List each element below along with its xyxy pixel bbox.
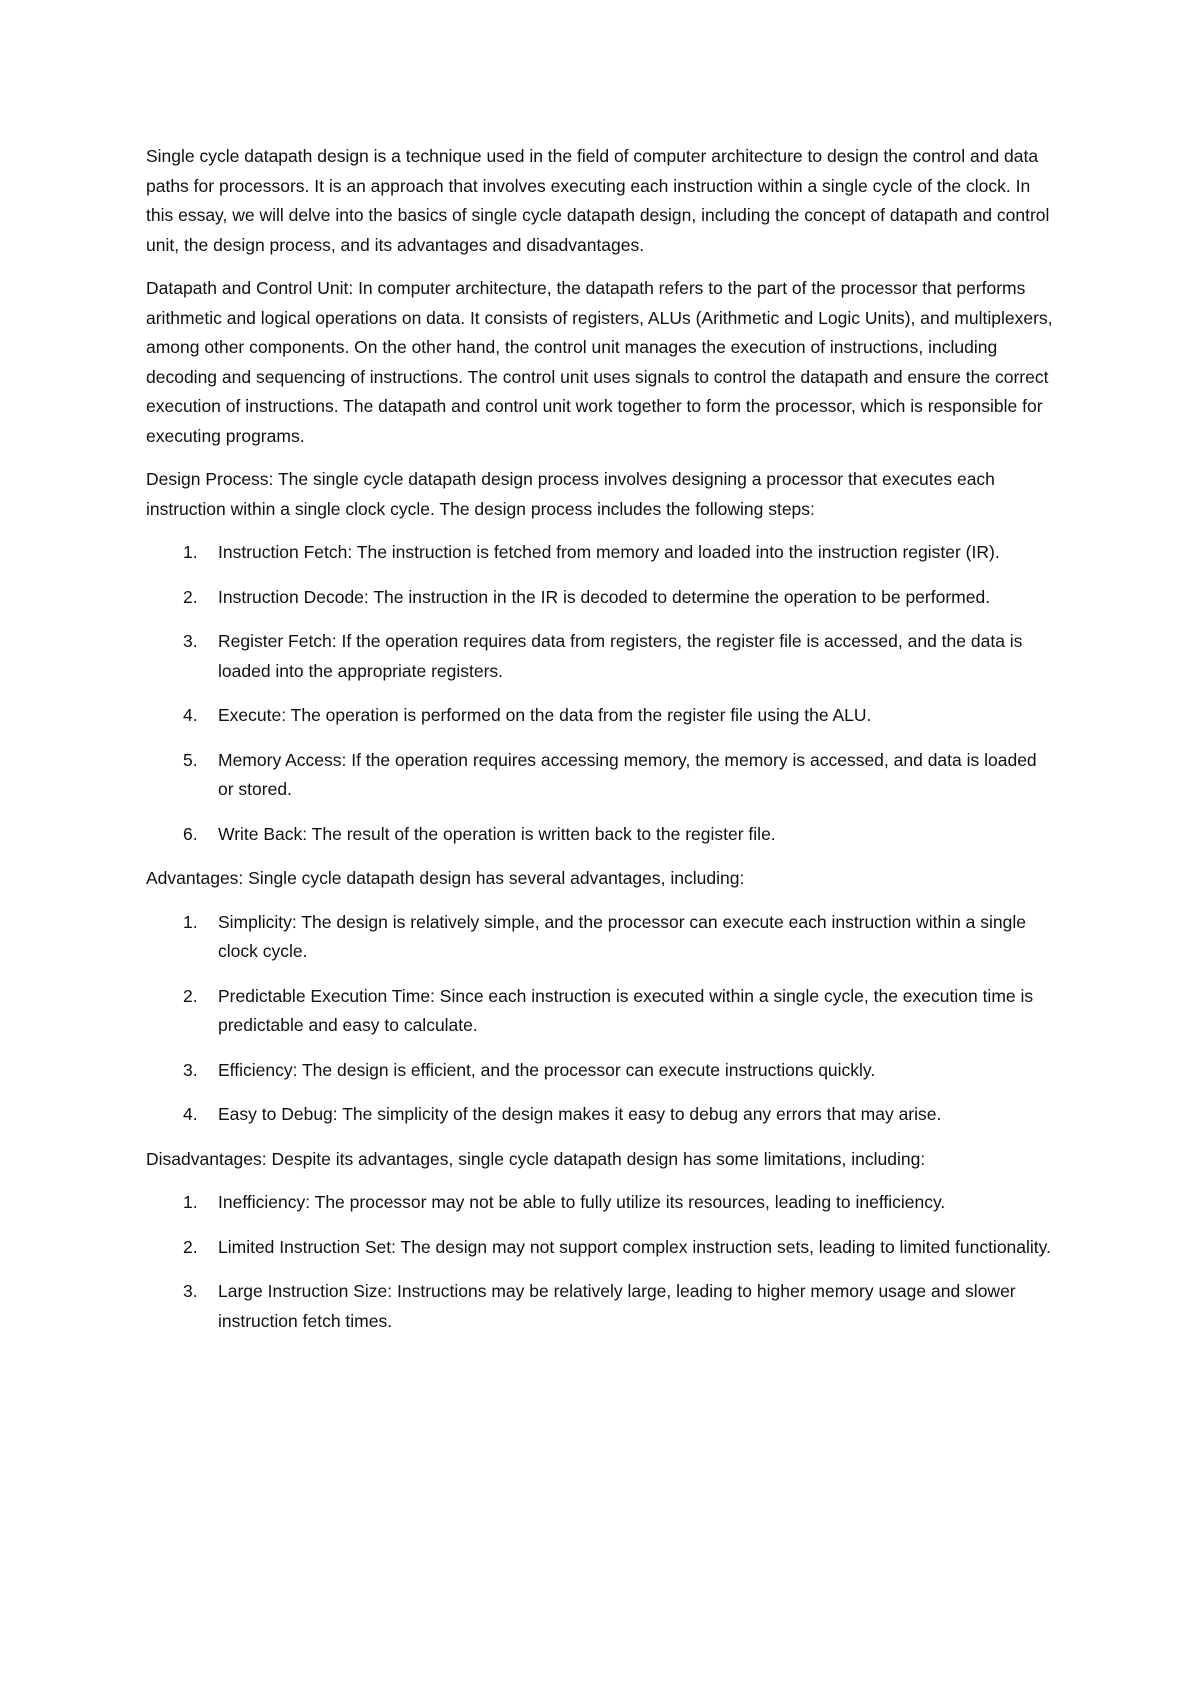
list-item	[146, 746, 1056, 805]
list-item	[146, 1056, 1056, 1086]
datapath-control-paragraph: Datapath and Control Unit: In computer architecture, the datapath refers to the part of the processor that performs arithmetic and logical operations on data. It consists of registers, ALUs (Arithmetic and Logic Units), and multiplexers, among other components. On the other hand, the control unit manages the execution of instructions, including decoding and sequencing of instructions. The control unit uses signals to control the datapath and ensure the correct execution of instructions. The datapath and control unit work together to form the processor, which is responsible for executing programs.	[146, 278, 1053, 446]
list-text: Write Back: The result of the operation is written back to the register file.	[218, 823, 776, 844]
intro-paragraph: Single cycle datapath design is a technique used in the field of computer architecture to design the control and data paths for processors. It is an approach that involves executing each instruction within a single cycle of the clock. In this essay, we will delve into the basics of single cycle datapath design, including the concept of datapath and control unit, the design process, and its advantages and disadvantages.	[146, 146, 1050, 255]
list-item	[146, 701, 1056, 731]
list-number: 5.	[183, 749, 198, 770]
design-process-intro: Design Process: The single cycle datapath design process involves designing a processor that executes each instruction within a single clock cycle. The design process includes the following steps:	[146, 469, 995, 519]
list-number: 1.	[183, 542, 198, 562]
list-text: Easy to Debug: The simplicity of the design makes it easy to debug any errors that may arise.	[218, 1104, 942, 1124]
list-text: Efficiency: The design is efficient, and the processor can execute instructions quickly.	[218, 1059, 876, 1080]
list-number: 3.	[183, 631, 198, 651]
list-text: Instruction Decode: The instruction in the IR is decoded to determine the operation to be performed.	[218, 586, 991, 607]
list-number: 2.	[183, 586, 198, 607]
list-number: 2.	[183, 1236, 198, 1257]
list-item	[146, 908, 1056, 967]
list-number: 2.	[183, 985, 198, 1006]
list-number: 3.	[183, 1059, 198, 1080]
disadvantages-intro: Disadvantages: Despite its advantages, single cycle datapath design has some limitations, including:	[146, 1148, 926, 1169]
list-text: Execute: The operation is performed on the data from the register file using the ALU.	[218, 705, 872, 725]
list-item	[146, 1233, 1056, 1263]
list-item	[146, 583, 1056, 613]
list-text: Simplicity: The design is relatively simple, and the processor can execute each instruction within a single clock cycle.	[218, 911, 1026, 961]
list-text: Large Instruction Size: Instructions may be relatively large, leading to higher memory usage and slower instruction fetch times.	[218, 1281, 1016, 1331]
advantages-list	[146, 908, 1056, 1130]
list-number: 4.	[183, 1104, 198, 1124]
list-item	[146, 982, 1056, 1041]
list-number: 1.	[183, 1192, 198, 1212]
list-text: Register Fetch: If the operation requires data from registers, the register file is accessed, and the data is loaded into the appropriate registers.	[218, 631, 1023, 681]
list-item	[146, 820, 1056, 850]
list-number: 3.	[183, 1281, 198, 1301]
list-text: Memory Access: If the operation requires accessing memory, the memory is accessed, and data is loaded or stored.	[218, 749, 1037, 799]
list-text: Predictable Execution Time: Since each instruction is executed within a single cycle, the execution time is predictable and easy to calculate.	[218, 985, 1034, 1035]
list-text: Instruction Fetch: The instruction is fetched from memory and loaded into the instruction register (IR).	[218, 542, 1000, 562]
list-number: 1.	[183, 911, 198, 932]
list-item	[146, 627, 1056, 686]
design-process-steps	[146, 538, 1056, 849]
list-number: 4.	[183, 705, 198, 725]
list-item	[146, 1100, 1056, 1130]
document-page	[146, 142, 1056, 1351]
list-item	[146, 1188, 1056, 1218]
list-item	[146, 538, 1056, 568]
list-item	[146, 1277, 1056, 1336]
list-number: 6.	[183, 823, 198, 844]
list-text: Inefficiency: The processor may not be able to fully utilize its resources, leading to inefficiency.	[218, 1192, 946, 1212]
list-text: Limited Instruction Set: The design may not support complex instruction sets, leading to limited functionality.	[218, 1236, 1051, 1257]
disadvantages-list	[146, 1188, 1056, 1336]
advantages-intro: Advantages: Single cycle datapath design has several advantages, including:	[146, 868, 745, 888]
